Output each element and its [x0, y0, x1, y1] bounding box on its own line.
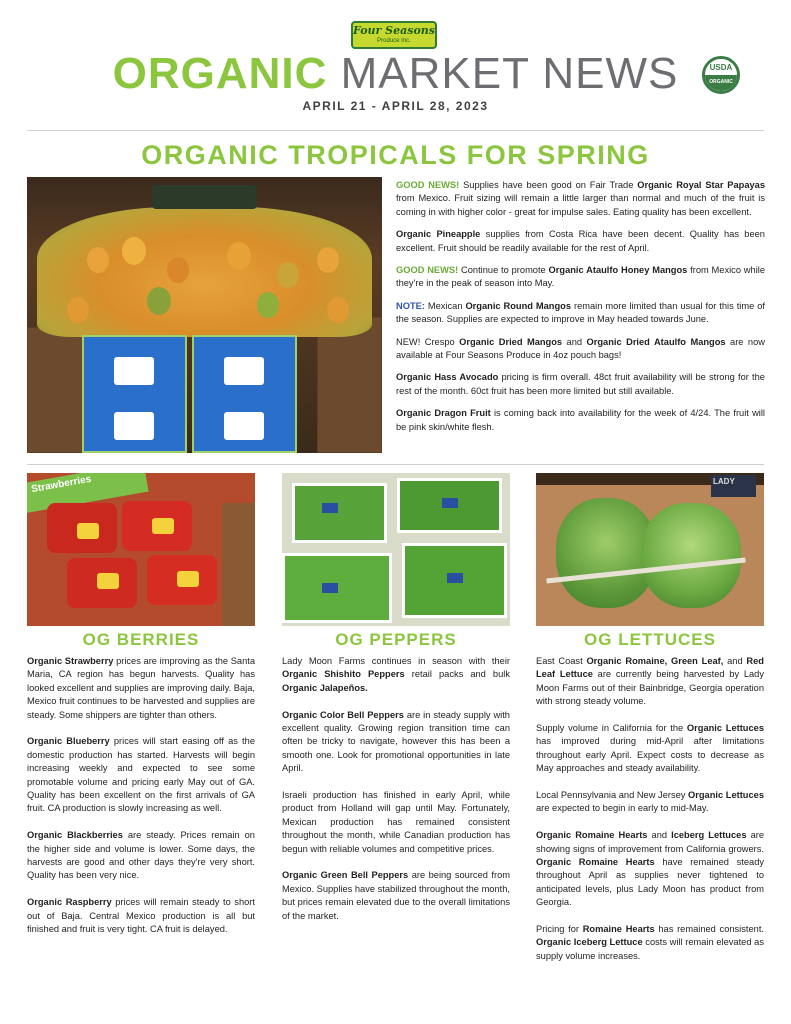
box-label: [224, 357, 264, 385]
product-name: Organic Pineapple: [396, 229, 481, 240]
logo-subtext: Produce Inc.: [377, 38, 411, 44]
body-text: prices will remain steady to short out of Baja. Central Mexico production is all but finished and fruit is very tight. CA fruit is delayed.: [27, 897, 255, 935]
lettuces-title: OG LETTUCES: [584, 630, 716, 649]
berries-paragraph: [27, 829, 255, 883]
lettuces-paragraph: [536, 923, 764, 963]
mango-fruit: [317, 247, 339, 273]
strawberry-label: [177, 571, 199, 587]
peppers-paragraph: [282, 869, 510, 923]
product-name: Organic Dragon Fruit: [396, 408, 491, 419]
four-seasons-logo: [351, 21, 437, 49]
product-name: Organic Raspberry: [27, 897, 112, 908]
product-name: Organic Round Mangos: [465, 300, 572, 311]
peppers-photo: [282, 473, 510, 626]
pepper-label: [322, 583, 338, 593]
berries-paragraph: [27, 735, 255, 815]
lettuce-photo: [536, 473, 764, 626]
intro-paragraph-ataulfo: [396, 264, 765, 291]
product-name: Organic Blueberry: [27, 736, 110, 747]
tropicals-intro: [396, 179, 765, 443]
pepper-tray: [292, 483, 387, 543]
dark-tray-top: [152, 185, 257, 209]
intro-text: is coming back into availability for the week of 4/24. The fruit will be pink skin/white flesh.: [396, 408, 765, 432]
intro-text: supplies from Costa Rica have been decent. Quality has been excellent. Fruit should be readily available for the rest of April.: [396, 229, 765, 253]
peppers-column: [282, 655, 510, 936]
masthead-organic: ORGANIC: [112, 49, 328, 98]
body-text: Pricing for: [536, 924, 583, 935]
lettuces-column: [536, 655, 764, 977]
logo-text: Four Seasons: [353, 24, 435, 37]
box-label: [114, 412, 154, 440]
intro-text: NEW! Crespo: [396, 336, 460, 347]
section-divider: [27, 464, 764, 465]
intro-paragraph-dragon-fruit: [396, 407, 765, 434]
product-name: Organic Lettuces: [686, 723, 764, 734]
crate-stack-right: [317, 317, 382, 453]
product-name: Organic Blackberries: [27, 830, 123, 841]
intro-text: Continue to promote: [458, 265, 549, 276]
pepper-label: [447, 573, 463, 583]
body-text: are in steady supply with excellent quality. Growing region transition time can often be tricky to navigate, however this has been a smooth one. Look for promotional opportunities in late April.: [282, 709, 510, 774]
berries-column: [27, 655, 255, 950]
body-text: costs will remain elevated as supply volume increases.: [536, 937, 764, 961]
product-name: Organic Royal Star Papayas: [637, 180, 766, 190]
intro-text: and: [562, 336, 587, 347]
lettuces-paragraph: [536, 722, 764, 776]
product-name: Organic Shishito Peppers: [282, 669, 405, 680]
crate-stack-left: [27, 327, 87, 453]
mango-fruit: [257, 292, 279, 318]
lettuces-paragraph: [536, 829, 764, 909]
product-name: Organic Green Bell Peppers: [282, 870, 409, 881]
intro-text: remain more limited than usual for this time of the season. Supplies are expected to improve in May headed towards June.: [396, 300, 765, 325]
mango-display-photo: [27, 177, 382, 453]
product-name: Organic Lettuces: [688, 790, 764, 801]
strawberry-label: [152, 518, 174, 534]
product-name: Organic Iceberg Lettuce: [536, 937, 643, 948]
usda-organic-seal: [702, 56, 740, 94]
mango-fruit: [122, 237, 146, 265]
body-text: prices are improving as the Santa Maria, CA region has begun harvests. Quality has looked excellent and supplies are improving daily. Baja, Mexico fruit continues to be harvested and supplies are steady. Some shippers are tighter than others.: [27, 656, 256, 720]
intro-paragraph-papayas: [396, 179, 765, 219]
lettuces-paragraph: [536, 655, 764, 709]
body-text: has remained consistent.: [654, 924, 764, 935]
issue-dates: APRIL 21 - APRIL 28, 2023: [302, 99, 489, 113]
display-box-right: [192, 335, 297, 453]
product-name: Organic Strawberry: [27, 656, 114, 666]
intro-paragraph-pineapple: [396, 228, 765, 255]
box-label: [114, 357, 154, 385]
mango-fruit: [327, 297, 349, 323]
intro-text: from Mexico while they're in the peak of season into May.: [396, 265, 765, 289]
body-text: retail packs and bulk: [404, 669, 510, 680]
mango-fruit: [227, 242, 251, 270]
display-box-left: [82, 335, 187, 453]
intro-text: from Mexico. Fruit sizing will remain a little larger than normal and much of the fruit is coming in with higher color - great for impulse sales. Eating quality has been excellent.: [396, 193, 765, 217]
pepper-label: [442, 498, 458, 508]
berries-title: OG BERRIES: [82, 630, 200, 649]
mango-fruit: [87, 247, 109, 273]
product-name: Organic Ataulfo Honey Mangos: [548, 265, 688, 276]
strawberry-label: [77, 523, 99, 539]
mango-fruit: [147, 287, 171, 315]
body-text: are being sourced from Mexico. Supplies have stabilized throughout the month, but prices remain elevated due to the overall limitations of the market.: [282, 870, 510, 921]
body-text: prices will start easing off as the domestic production has started. Harvests will begin increasing weekly and expected to see some promotable volume and pricing early May out of GA. Quality has been excellent on the first arrivals of GA fruit. CA production is slowly increasing as well.: [27, 736, 255, 814]
intro-paragraph-round-mangos: [396, 300, 765, 327]
body-text: Lady Moon Farms continues in season with their: [282, 656, 510, 666]
intro-text: pricing is firm overall. 48ct fruit availability will be strong for the rest of the month. 60ct fruit has been more limited but still available.: [396, 372, 765, 396]
peppers-paragraph: [282, 789, 510, 856]
body-text: and: [723, 656, 747, 666]
box-label: [224, 412, 264, 440]
product-name: Red Leaf Lettuce: [536, 656, 764, 680]
body-text: are steady. Prices remain on the higher side and volume is lower. Some days, the harvests are good and other days they're very short. Quality has been very nice.: [27, 830, 255, 881]
body-text: are currently being harvested by Lady Moon Farms out of their Bainbridge, Georgia operation with strong steady volume.: [536, 669, 764, 707]
product-name: Romaine Hearts: [582, 924, 655, 935]
usda-seal-bottom: ORGANIC: [705, 75, 737, 91]
intro-text: Mexican: [424, 300, 466, 311]
note-label: NOTE:: [396, 300, 425, 311]
crate-edge: [222, 503, 255, 626]
product-name: Organic Color Bell Peppers: [282, 709, 404, 720]
body-text: are expected to begin in early to mid-May.: [536, 803, 709, 814]
product-name: Organic Dried Mangos: [459, 336, 563, 347]
body-text: Israeli production has finished in early April, while product from Holland will gap until May. Fortunately, Mexican production has remained consistent throughout the month, while Canadian production has begun with reliable volumes and competitive prices.: [282, 790, 510, 854]
product-name: Organic Dried Ataulfo Mangos: [586, 336, 726, 347]
lettuce-head: [641, 503, 741, 608]
body-text: and: [647, 830, 672, 841]
peppers-paragraph: [282, 709, 510, 776]
intro-paragraph-avocado: [396, 371, 765, 398]
mango-fruit: [167, 257, 189, 283]
masthead-title: [0, 50, 791, 98]
intro-text: Supplies have been good on Fair Trade: [459, 180, 638, 190]
body-text: Supply volume in California for the: [536, 723, 687, 734]
masthead-market-news: MARKET NEWS: [340, 49, 679, 98]
product-name: Organic Romaine Hearts: [536, 830, 648, 841]
good-news-label: GOOD NEWS!: [396, 265, 459, 276]
strawberries-photo: [27, 473, 255, 626]
header-divider: [27, 130, 764, 131]
lady-moon-box-text: LADY: [711, 475, 756, 497]
lettuces-paragraph: [536, 789, 764, 816]
product-name: Organic Jalapeños.: [282, 682, 368, 693]
body-text: are showing signs of improvement from California growers.: [536, 830, 765, 854]
good-news-label: GOOD NEWS!: [396, 180, 460, 190]
pepper-label: [322, 503, 338, 513]
mango-fruit: [67, 297, 89, 323]
section-headline: ORGANIC TROPICALS FOR SPRING: [141, 140, 650, 170]
peppers-paragraph: [282, 655, 510, 695]
product-name: Organic Romaine, Green Leaf,: [586, 656, 724, 666]
strawberries-box-text: Strawberries: [30, 473, 93, 496]
berries-paragraph: [27, 896, 255, 936]
intro-paragraph-dried-mangos: [396, 336, 765, 363]
body-text: East Coast: [536, 656, 587, 666]
peppers-title: OG PEPPERS: [335, 630, 457, 649]
mango-pile: [37, 207, 372, 337]
product-name: Organic Hass Avocado: [396, 372, 499, 383]
body-text: Local Pennsylvania and New Jersey: [536, 790, 689, 801]
berries-paragraph: [27, 655, 255, 722]
usda-seal-top: USDA: [705, 59, 737, 75]
body-text: have remained steady throughout April as supplies never tightened to anticipated levels, plus Lady Moon has product from Georgia.: [536, 857, 765, 908]
intro-text: are now available at Four Seasons Produce in 4oz pouch bags!: [396, 336, 765, 361]
product-name: Iceberg Lettuces: [671, 830, 747, 841]
strawberry-label: [97, 573, 119, 589]
product-name: Organic Romaine Hearts: [536, 857, 655, 868]
body-text: has improved during mid-April after limitations throughout early April. Expect costs to decrease as May approaches and steady availability.: [536, 736, 764, 774]
mango-fruit: [277, 262, 299, 288]
